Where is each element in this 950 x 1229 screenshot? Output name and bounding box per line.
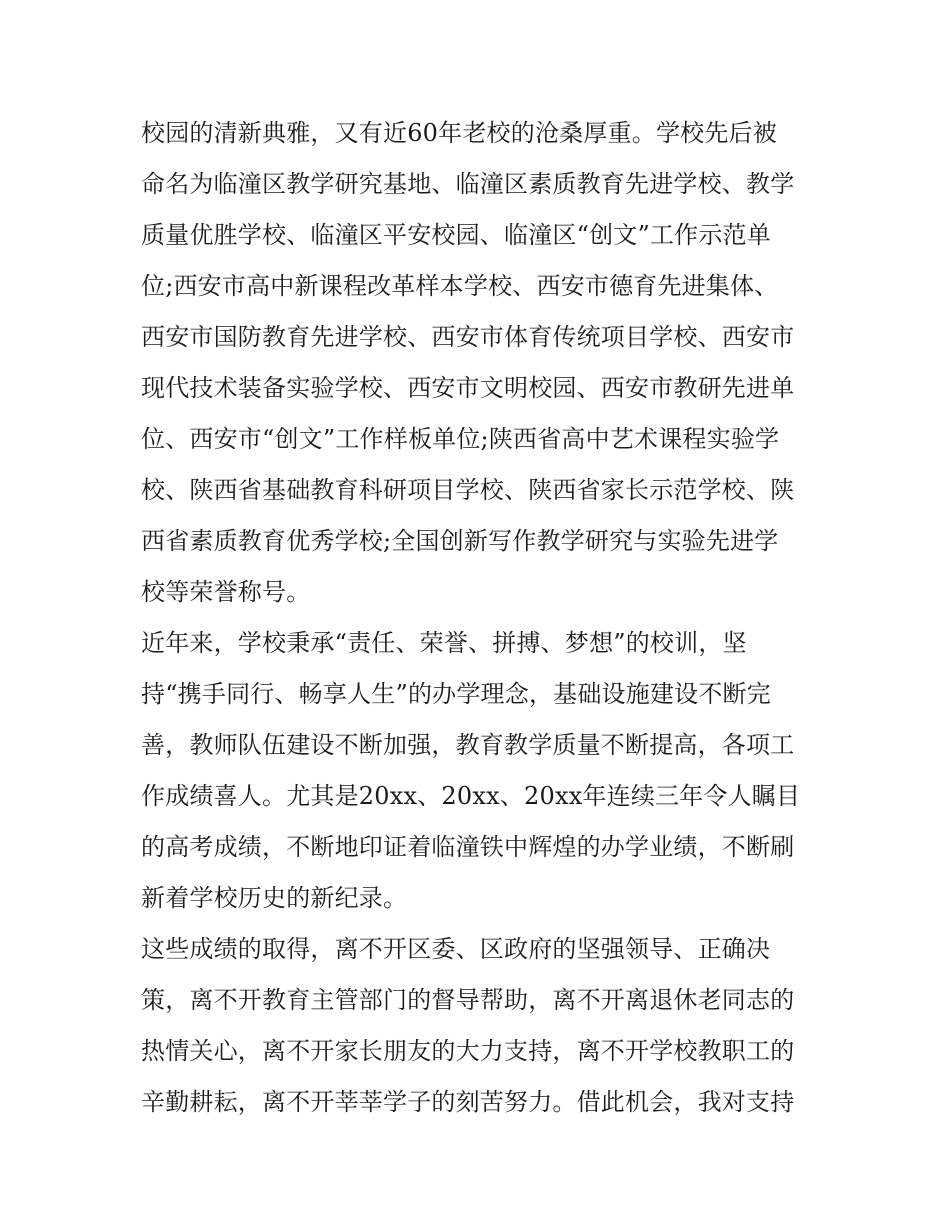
text-line: 辛勤耕耘，离不开莘莘学子的刻苦努力。借此机会，我对支持: [141, 1088, 795, 1116]
text-line: 校、陕西省基础教育科研项目学校、陕西省家长示范学校、陕: [141, 476, 795, 504]
text-line: 的高考成绩，不断地印证着临潼铁中辉煌的办学业绩，不断刷: [141, 833, 795, 861]
text-line: 校园的清新典雅，又有近60年老校的沧桑厚重。学校先后被: [141, 119, 777, 147]
text-line: 命名为临潼区教学研究基地、临潼区素质教育先进学校、教学: [141, 170, 795, 198]
text-line: 质量优胜学校、临潼区平安校园、临潼区“创文”工作示范单: [141, 221, 771, 249]
text-line: 作成绩喜人。尤其是20xx、20xx、20xx年连续三年令人瞩目: [141, 782, 801, 810]
text-line: 这些成绩的取得，离不开区委、区政府的坚强领导、正确决: [141, 935, 771, 963]
text-line: 热情关心，离不开家长朋友的大力支持，离不开学校教职工的: [141, 1037, 795, 1065]
text-line: 现代技术装备实验学校、西安市文明校园、西安市教研先进单: [141, 374, 795, 402]
text-line: 近年来，学校秉承“责任、荣誉、拼搏、梦想”的校训，坚: [141, 629, 747, 657]
text-line: 持“携手同行、畅享人生”的办学理念，基础设施建设不断完: [141, 680, 771, 708]
paragraph-achievements: [141, 618, 821, 924]
text-line: 西省素质教育优秀学校;全国创新写作教学研究与实验先进学: [141, 527, 779, 555]
paragraph-honors: [141, 108, 821, 618]
text-line: 新着学校历史的新纪录。: [141, 884, 408, 912]
text-line: 善，教师队伍建设不断加强，教育教学质量不断提高，各项工: [141, 731, 795, 759]
paragraph-gratitude: [141, 924, 821, 1128]
text-line: 策，离不开教育主管部门的督导帮助，离不开离退休老同志的: [141, 986, 795, 1014]
text-line: 西安市国防教育先进学校、西安市体育传统项目学校、西安市: [141, 323, 795, 351]
document-body: [141, 108, 821, 1128]
text-line: 位、西安市“创文”工作样板单位;陕西省高中艺术课程实验学: [141, 425, 780, 453]
text-line: 校等荣誉称号。: [141, 578, 311, 606]
text-line: 位;西安市高中新课程改革样本学校、西安市德育先进集体、: [141, 272, 779, 300]
